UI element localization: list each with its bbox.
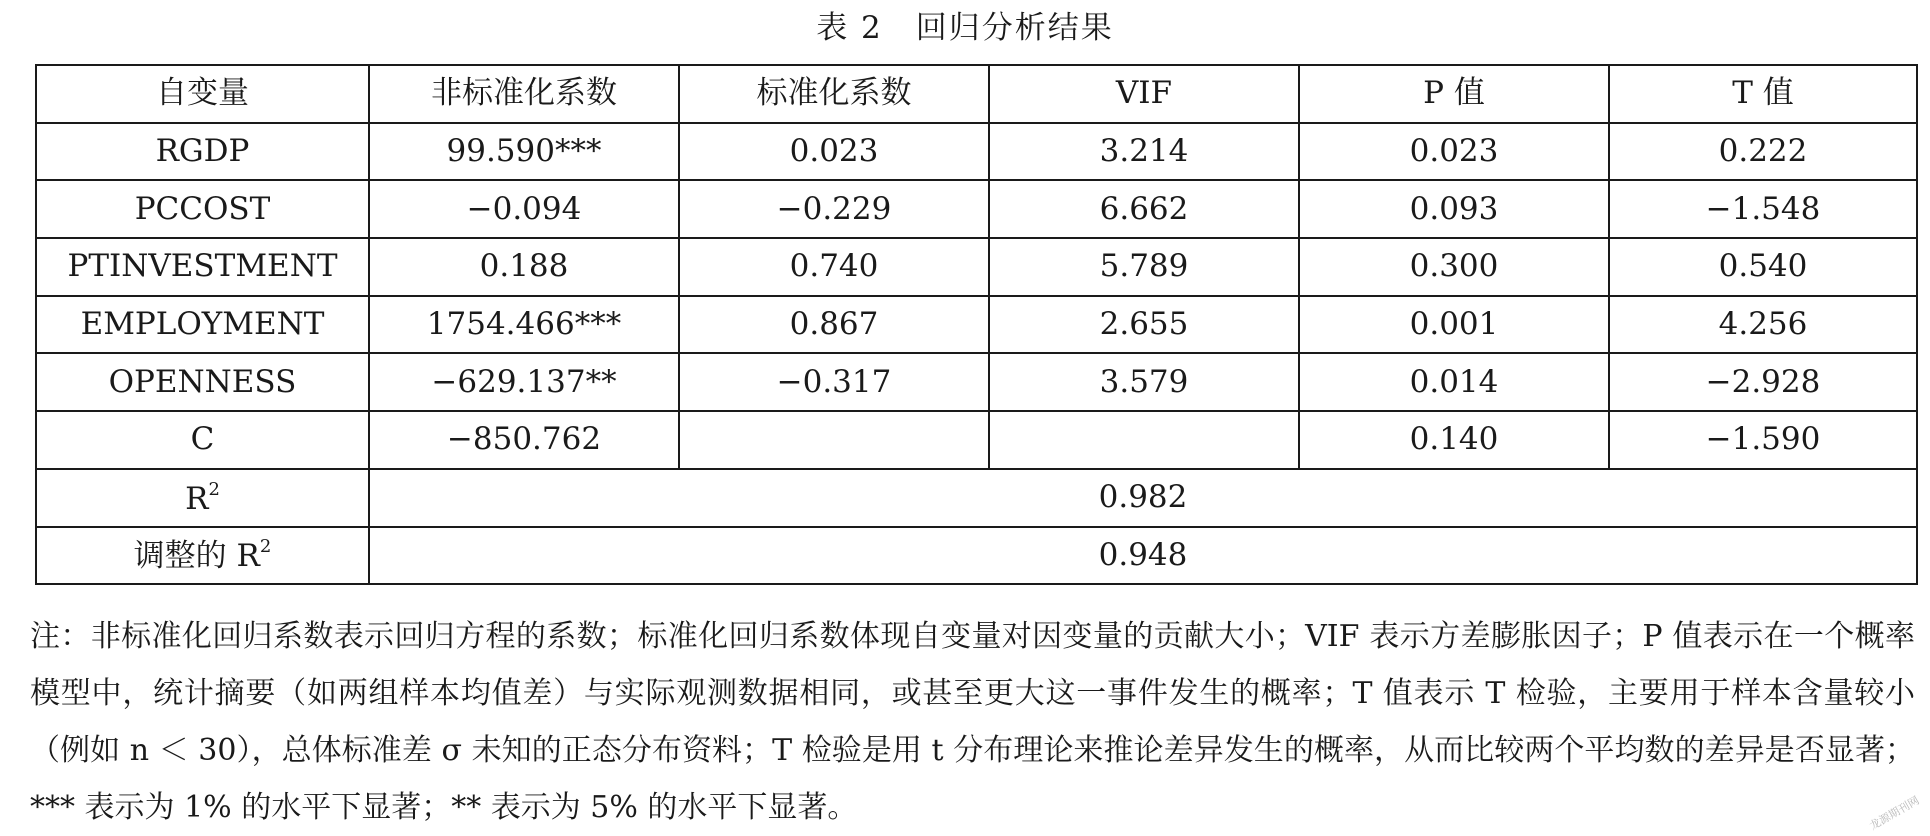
table-row [36,238,1917,296]
adjusted-r-squared-row [36,527,1917,585]
cell-t-value: −1.590 [1609,411,1917,469]
cell-p-value: 0.093 [1299,180,1609,238]
cell-std-coef: −0.229 [679,180,989,238]
cell-variable: C [36,411,369,469]
cell-variable: PCCOST [36,180,369,238]
header-variable: 自变量 [36,65,369,123]
header-std-coef: 标准化系数 [679,65,989,123]
cell-vif: 6.662 [989,180,1299,238]
cell-variable: PTINVESTMENT [36,238,369,296]
cell-vif: 3.214 [989,123,1299,181]
header-t-value: T 值 [1609,65,1917,123]
cell-vif: 3.579 [989,353,1299,411]
cell-p-value: 0.300 [1299,238,1609,296]
cell-variable: OPENNESS [36,353,369,411]
adjusted-r-squared-label: 调整的 $R^2$ [36,527,369,585]
cell-unstd-coef: 99.590*** [369,123,679,181]
adjusted-r-squared-value: 0.948 [369,527,1917,585]
cell-variable: EMPLOYMENT [36,296,369,354]
cell-vif: 2.655 [989,296,1299,354]
cell-t-value: −2.928 [1609,353,1917,411]
cell-t-value: 4.256 [1609,296,1917,354]
cell-unstd-coef: −850.762 [369,411,679,469]
regression-table [35,64,1918,585]
cell-std-coef: 0.740 [679,238,989,296]
r-squared-label: $R^2$ [36,469,369,527]
cell-variable: RGDP [36,123,369,181]
table-row [36,123,1917,181]
cell-vif: 5.789 [989,238,1299,296]
cell-std-coef: 0.023 [679,123,989,181]
table-row [36,353,1917,411]
r-squared-value: 0.982 [369,469,1917,527]
cell-p-value: 0.140 [1299,411,1609,469]
table-row [36,180,1917,238]
cell-vif [989,411,1299,469]
table-row [36,296,1917,354]
cell-std-coef: 0.867 [679,296,989,354]
table-row [36,411,1917,469]
cell-unstd-coef: −629.137** [369,353,679,411]
cell-std-coef [679,411,989,469]
cell-unstd-coef: 0.188 [369,238,679,296]
cell-p-value: 0.001 [1299,296,1609,354]
header-vif: VIF [989,65,1299,123]
table-title: 表 2 回归分析结果 [816,10,1114,46]
cell-t-value: 0.222 [1609,123,1917,181]
cell-p-value: 0.023 [1299,123,1609,181]
cell-p-value: 0.014 [1299,353,1609,411]
cell-unstd-coef: 1754.466*** [369,296,679,354]
watermark: 龙源期刊网 [1867,793,1922,833]
r-squared-row [36,469,1917,527]
cell-t-value: −1.548 [1609,180,1917,238]
header-p-value: P 值 [1299,65,1609,123]
header-unstd-coef: 非标准化系数 [369,65,679,123]
table-note: 注：非标准化回归系数表示回归方程的系数；标准化回归系数体现自变量对因变量的贡献大小；VIF 表示方差膨胀因子；P 值表示在一个概率模型中，统计摘要（如两组样本均值差）与实际观测数据相同，或甚至更大这一事件发生的概率；T 值表示 T 检验，主要用于样本含量较小（例如 n ＜ 30），总体标准差 σ 未知的正态分布资料；T 检验是用 t 分布理论来推论差异发生的概率，从而比较两个平均数的差异是否显著；*** 表示为 1% 的水平下显著；** 表示为 5% 的水平下显著。 [30,619,1915,825]
header-row [36,65,1917,123]
cell-unstd-coef: −0.094 [369,180,679,238]
cell-t-value: 0.540 [1609,238,1917,296]
cell-std-coef: −0.317 [679,353,989,411]
